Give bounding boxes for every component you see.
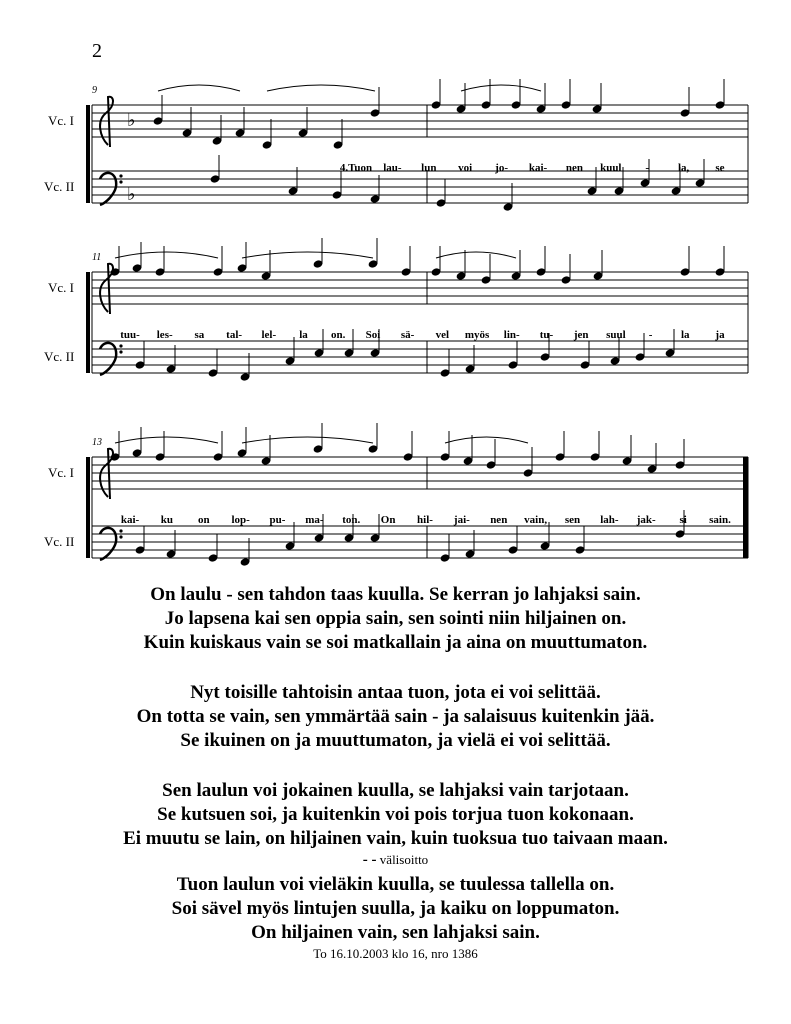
slur: [445, 437, 528, 443]
lyric-syllable: kai-: [528, 162, 548, 174]
slur: [158, 85, 240, 91]
bass-clef-dot-icon: [119, 180, 122, 183]
slur: [436, 252, 516, 258]
measure-number: 9: [92, 85, 97, 96]
verse-line: Se ikuinen on ja muuttumaton, ja vielä ei voi selittää.: [180, 730, 611, 751]
verse-2: [0, 681, 791, 753]
bass-clef-dot-icon: [119, 174, 122, 177]
verse-line: Jo lapsena kai sen oppia sain, sen sointi niin hiljainen on.: [164, 608, 627, 629]
part-label-upper: Vc. I: [48, 113, 74, 128]
lyric-syllable: tal-: [226, 329, 243, 341]
measure-number: 13: [92, 437, 102, 448]
verse-line: Tuon laulun voi vieläkin kuulla, se tuulessa tallella on.: [176, 874, 615, 895]
lyric-syllable: jen: [573, 329, 589, 341]
slur: [461, 85, 541, 91]
lyric-syllable: la: [299, 329, 308, 341]
verse-line: Kuin kuiskaus vain se soi matkallain ja aina on muuttumaton.: [143, 632, 648, 653]
bass-clef-dot-icon: [119, 535, 122, 538]
flat-key-signature-icon: ♭: [127, 184, 136, 204]
lyric-syllable: -: [648, 329, 653, 341]
bass-clef-dot-icon: [119, 529, 122, 532]
system-bracket: [86, 272, 90, 373]
score-system: [44, 423, 748, 567]
lyric-syllable: jo-: [495, 162, 509, 174]
flat-key-signature-icon: ♭: [127, 110, 136, 130]
lyric-syllable: lau-: [383, 162, 402, 174]
verse-line: On hiljainen vain, sen lahjaksi sain.: [251, 922, 540, 943]
lyric-syllable: ku: [160, 514, 173, 526]
lyric-syllable: lun: [421, 162, 437, 174]
slur: [115, 252, 218, 258]
lyric-syllable: vain,: [524, 514, 548, 526]
interlude-dash: - -: [362, 852, 377, 868]
lyric-syllable: nen: [565, 162, 583, 174]
final-verse: [0, 873, 791, 945]
lyric-syllable: 4.Tuon: [339, 162, 373, 174]
lyric-syllable: lel-: [261, 329, 277, 341]
score-system: [44, 79, 748, 212]
verse-line: On totta se vain, sen ymmärtää sain - ja salaisuus kuitenkin jää.: [136, 706, 655, 727]
part-label-upper: Vc. I: [48, 280, 74, 295]
lyric-syllable: sä-: [400, 329, 415, 341]
composition-date: To 16.10.2003 klo 16, nro 1386: [313, 946, 478, 961]
lyric-syllable: jak-: [636, 514, 656, 526]
part-label-lower: Vc. II: [44, 349, 75, 364]
final-barline: [743, 457, 748, 558]
lyric-syllable: voi: [458, 162, 473, 174]
treble-clef-icon: [100, 97, 113, 147]
verse-line: Nyt toisille tahtoisin antaa tuon, jota ei voi selittää.: [190, 682, 601, 703]
slur: [242, 437, 373, 443]
lyric-syllable: ton.: [342, 514, 361, 526]
verse-line: On laulu - sen tahdon taas kuulla. Se kerran jo lahjaksi sain.: [150, 584, 641, 605]
bass-clef-dot-icon: [119, 344, 122, 347]
lyric-syllable: jai-: [453, 514, 470, 526]
lyric-syllable: tu-: [539, 329, 554, 341]
bass-clef-icon: [100, 528, 116, 560]
lyric-syllable: -: [645, 162, 650, 174]
lyric-syllable: sa: [194, 329, 205, 341]
lyric-syllable: on: [197, 514, 210, 526]
interlude-marking: [0, 852, 791, 869]
system-bracket: [86, 105, 90, 203]
lyric-syllable: On: [380, 514, 396, 526]
measure-number: 11: [92, 252, 102, 263]
lyric-syllable: tuu-: [120, 329, 140, 341]
score-system: [44, 238, 748, 382]
bass-clef-icon: [100, 173, 116, 205]
verse-line: Ei muutu se lain, on hiljainen vain, kuin tuoksua tuo taivaan maan.: [123, 828, 668, 849]
slur: [267, 85, 375, 91]
lyric-syllable: ma-: [305, 514, 324, 526]
lyric-syllable: pu-: [269, 514, 286, 526]
lyric-syllable: la,: [677, 162, 690, 174]
verse-line: Se kutsuen soi, ja kuitenkin voi pois torjua tuon kokonaan.: [157, 804, 634, 825]
part-label-lower: Vc. II: [44, 534, 75, 549]
verse-line: Soi sävel myös lintujen suulla, ja kaiku on loppumaton.: [171, 898, 620, 919]
bass-clef-icon: [100, 343, 116, 375]
lyric-syllable: ja: [715, 329, 725, 341]
page-number: 2: [92, 40, 102, 62]
lyric-syllable: myös: [464, 329, 490, 341]
lyric-syllable: se: [715, 162, 725, 174]
lyric-syllable: kai-: [120, 514, 140, 526]
bass-clef-dot-icon: [119, 350, 122, 353]
verse-1: [0, 583, 791, 655]
slur: [115, 437, 218, 443]
lyric-syllable: lah-: [600, 514, 619, 526]
lyric-syllable: si: [679, 514, 687, 526]
lyric-syllable: sen: [564, 514, 581, 526]
system-bracket: [86, 457, 90, 558]
lyric-syllable: sain.: [709, 514, 731, 526]
lyric-syllable: nen: [490, 514, 508, 526]
lyric-syllable: lop-: [231, 514, 250, 526]
lyric-syllable: lin-: [503, 329, 520, 341]
slur: [242, 252, 373, 258]
lyric-syllable: hil-: [417, 514, 433, 526]
lyric-syllable: les-: [156, 329, 173, 341]
lyric-syllable: Soi: [365, 329, 381, 341]
lyric-syllable: on.: [331, 329, 346, 341]
verse-3: [0, 779, 791, 851]
interlude-label: välisoitto: [379, 852, 429, 867]
lyric-syllable: la: [681, 329, 690, 341]
part-label-upper: Vc. I: [48, 465, 74, 480]
lyric-syllable: suul: [606, 329, 626, 341]
lyric-syllable: kuul: [600, 162, 622, 174]
verse-line: Sen laulun voi jokainen kuulla, se lahjaksi vain tarjotaan.: [162, 780, 629, 801]
lyric-syllable: vel: [435, 329, 450, 341]
part-label-lower: Vc. II: [44, 179, 75, 194]
